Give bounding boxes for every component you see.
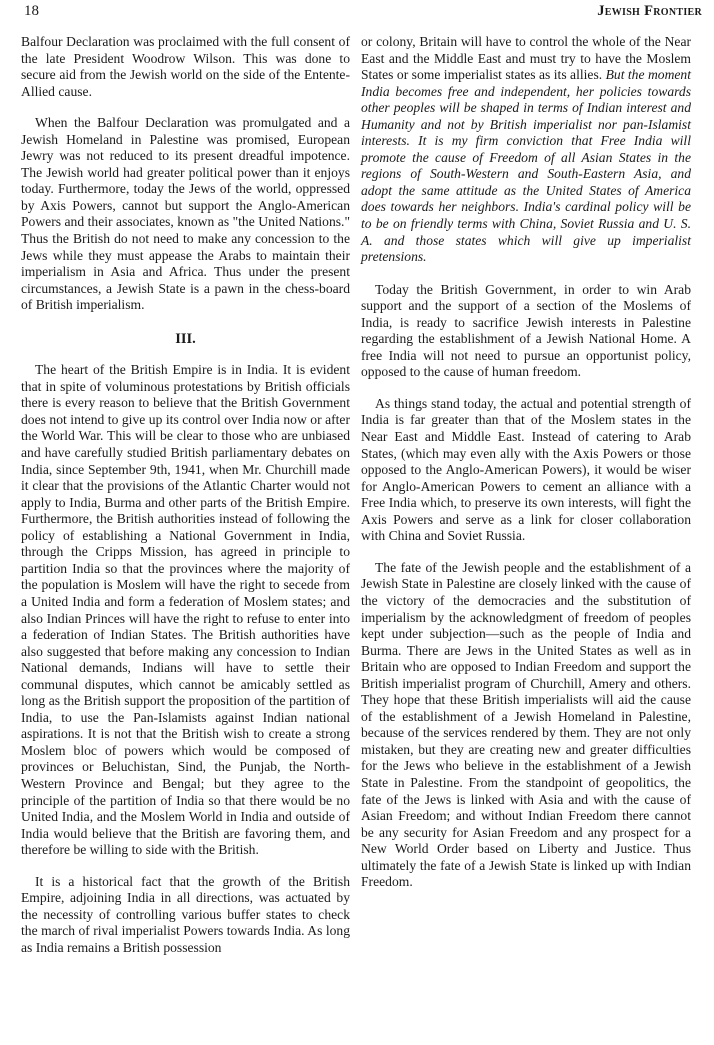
paragraph: When the Balfour Declaration was promulgated and a Jewish Homeland in Palestine was promised, European Jewry was not reduced to its present dreadful impotence. The Jewish world had greater political power than it enjoys today. Furthermore, today the Jews of the world, oppressed by Axis Powers, cannot but support the Anglo-American Powers and their associates, known as "the United Nations." Thus the British do not need to make any concession to the Jews while they must appease the Arabs to maintain their imperialism in Asia and Africa. Thus under the present circumstances, a Jewish State is a pawn in the chess-board of British imperialism.	[21, 115, 350, 313]
paragraph: The heart of the British Empire is in India. It is evident that in spite of voluminous protestations by British officials there is every reason to believe that the British Government does not intend to give up its control over India now or after the World War. This will be clear to those who are unbiased and have carefully studied British parliamentary debates on India, since September 9th, 1941, when Mr. Churchill made it clear that the provisions of the Atlantic Charter would not apply to India, Burma and other parts of the British Empire. Furthermore, the British authorities instead of following the policy of establishing a National Government in India, through the Cripps Mission, has agreed in principle to partition India so that the provinces where the majority of the population is Moslem will have the right to secede from a United India and form a federation of Moslem states; and also Indian Princes will have the right to refuse to enter into a federation of Indian States. The British authorities have also suggested that before making any concession to Indian National demands, Indians will have to settle their communal disputes, which cannot be amicably settled as long as the British support the proposition of the partition of India, to use the Pan-Islamists against Indian national aspirations. It is not that the British wish to create a strong Moslem bloc of powers which would be composed of provinces or Beluchistan, Sind, the Punjab, the North-Western Province and Bengal; but they agree to the principle of the partition of India so that there would be no United India, and the Moslem World in India and outside of India would believe that the British are favoring them, and therefore be willing to side with the British.	[21, 362, 350, 858]
section-heading: III.	[175, 330, 196, 347]
paragraph: It is a historical fact that the growth of the British Empire, adjoining India in all directions, was actuated by the necessity of controlling various buffer states to check the march of rival imperialist Powers towards India. As long as India remains a British possession	[21, 873, 350, 955]
paragraph: Balfour Declaration was proclaimed with the full consent of the late President Woodrow Wilson. This was done to secure aid from the Jewish world on the side of the Entente-Allied cause.	[21, 34, 350, 99]
right-column	[361, 34, 691, 891]
paragraph: Today the British Government, in order to win Arab support and the support of a section of the Moslems of India, is ready to sacrifice Jewish interests in Palestine regarding the establishment of a Jewish National Home. A free India will not need to pursue an opportunist policy, opposed to the cause of human freedom.	[361, 281, 691, 380]
paragraph: As things stand today, the actual and potential strength of India is far greater than that of the Moslem states in the Near East and Middle East. Instead of catering to Arab States, (which may even ally with the Axis Powers or those opposed to the Anglo-American Powers), it would be wiser for Anglo-American Powers to cement an alliance with a Free India which, to preserve its own interests, will fight the Axis Powers and serve as a link for closer collaboration with China and Soviet Russia.	[361, 395, 691, 544]
running-head: Jewish Frontier	[597, 3, 702, 19]
left-column	[21, 34, 350, 956]
paragraph: The fate of the Jewish people and the establishment of a Jewish State in Palestine are closely linked with the cause of the victory of the democracies and the substitution of imperialism by the acknowledgment of freedom of peoples kept under subjection—such as the people of India and Burma. There are Jews in the United States as well as in Britain who are opposed to Indian Freedom and support the British imperialist program of Churchill, Amery and others. They hope that these British imperialists will aid the cause of the establishment of a Jewish Homeland in Palestine, because of the services rendered by them. They are not only mistaken, but they are creating new and greater difficulties for the Jews who believe in the establishment of a Jewish State in Palestine. From the standpoint of geopolitics, the fate of the Jews is linked with Asia and with the cause of Asian Freedom; and without Indian Freedom there cannot be any security for Asian Freedom and any prospect for a New World Order based on Liberty and Justice. Thus ultimately the fate of a Jewish State is linked up with Indian Freedom.	[361, 559, 691, 890]
paragraph-text: or colony, Britain will have to control the whole of the Near East and the Middle East and must try to have the Moslem States or some imperialist states as its allies.	[361, 34, 691, 83]
page-number: 18	[24, 3, 39, 19]
paragraph	[361, 34, 691, 266]
italic-passage: But the moment India becomes free and independent, her policies towards other peoples will be shaped in terms of Indian interest and Humanity and not by British imperialist nor pan-Islamist interests. It is my firm conviction that Free India will promote the cause of Freedom of all Asian States in the regions of South-Western and South-Eastern Asia, and adopt the same attitude as the United States of America does towards her neighbors. India's cardinal policy will be to be on friendly terms with China, Soviet Russia and U. S. A. and those states which will give up imperialist pretensions.	[361, 67, 691, 265]
page-header	[24, 3, 702, 25]
